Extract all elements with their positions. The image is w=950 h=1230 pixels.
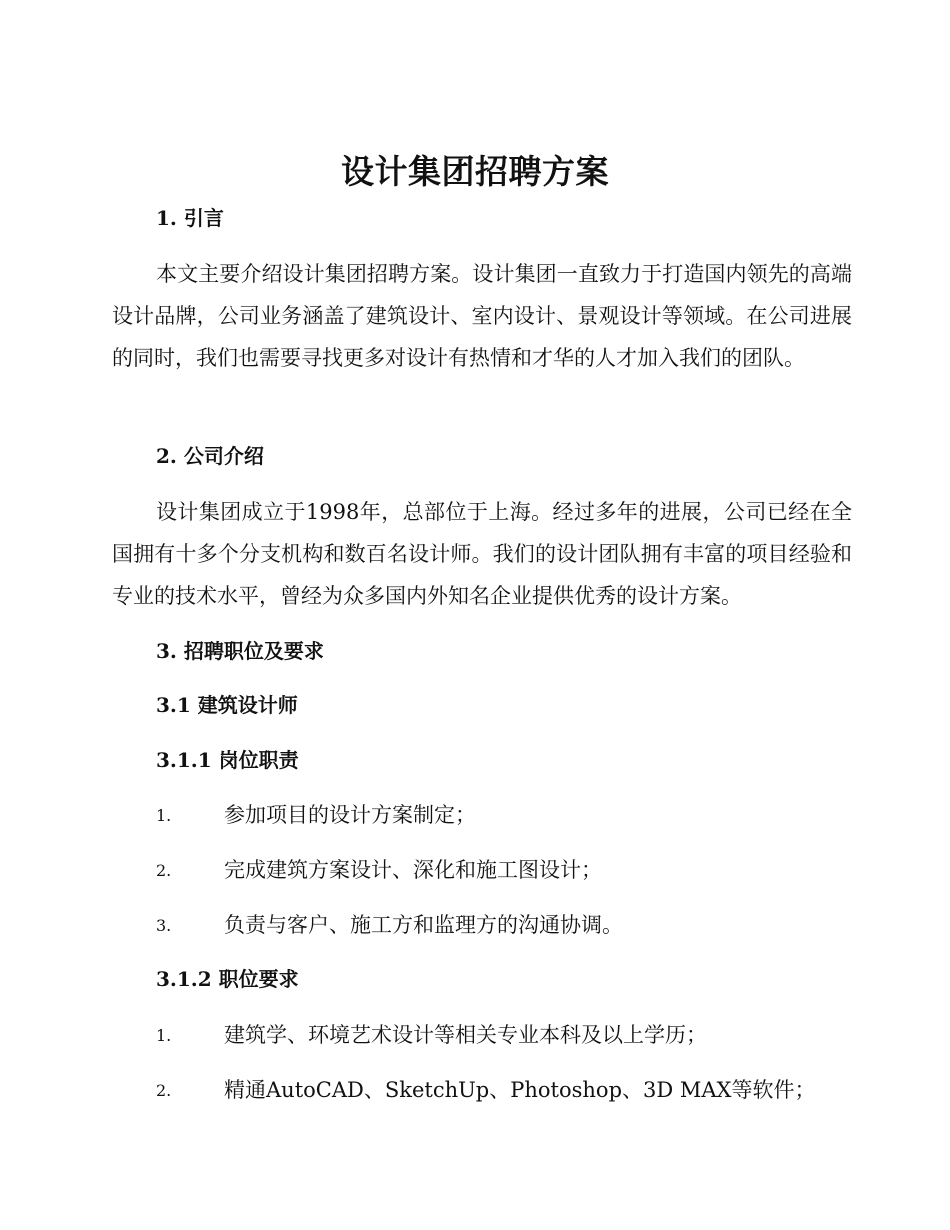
list-item [156, 1020, 856, 1050]
list-item [156, 800, 856, 830]
document-title: 设计集团招聘方案 [341, 152, 609, 191]
paragraph-company: 设计集团成立于1998年，总部位于上海。经过多年的进展，公司已经在全国拥有十多个分支机构和数百名设计师。我们的设计团队拥有丰富的项目经验和专业的技术水平，曾经为众多国内外知名企业提供优秀的设计方案。 [112, 500, 852, 608]
list-item [156, 910, 856, 940]
list-item-text: 建筑学、环境艺术设计等相关专业本科及以上学历； [224, 1023, 707, 1047]
subsection-heading-architect: 3.1 建筑设计师 [156, 693, 298, 717]
list-item [156, 1075, 856, 1105]
list-item-number: 1. [156, 806, 172, 825]
list-item-text: 精通AutoCAD、SketchUp、Photoshop、3D MAX等软件； [224, 1078, 816, 1102]
list-item-number: 1. [156, 1026, 172, 1045]
subsection-heading-requirements: 3.1.2 职位要求 [156, 967, 299, 991]
section-heading-company: 2. 公司介绍 [156, 444, 264, 468]
list-item-text: 参加项目的设计方案制定； [224, 803, 476, 827]
subsection-heading-duties: 3.1.1 岗位职责 [156, 748, 299, 772]
section-heading-introduction: 1. 引言 [156, 206, 224, 230]
list-item-number: 2. [156, 861, 172, 880]
list-item [156, 855, 856, 885]
section-heading-positions: 3. 招聘职位及要求 [156, 639, 324, 663]
list-item-text: 完成建筑方案设计、深化和施工图设计； [224, 858, 602, 882]
list-item-text: 负责与客户、施工方和监理方的沟通协调。 [224, 913, 623, 937]
list-item-number: 3. [156, 916, 172, 935]
list-item-number: 2. [156, 1081, 172, 1100]
paragraph-introduction: 本文主要介绍设计集团招聘方案。设计集团一直致力于打造国内领先的高端设计品牌，公司业务涵盖了建筑设计、室内设计、景观设计等领域。在公司进展的同时，我们也需要寻找更多对设计有热情和才华的人才加入我们的团队。 [112, 262, 852, 370]
